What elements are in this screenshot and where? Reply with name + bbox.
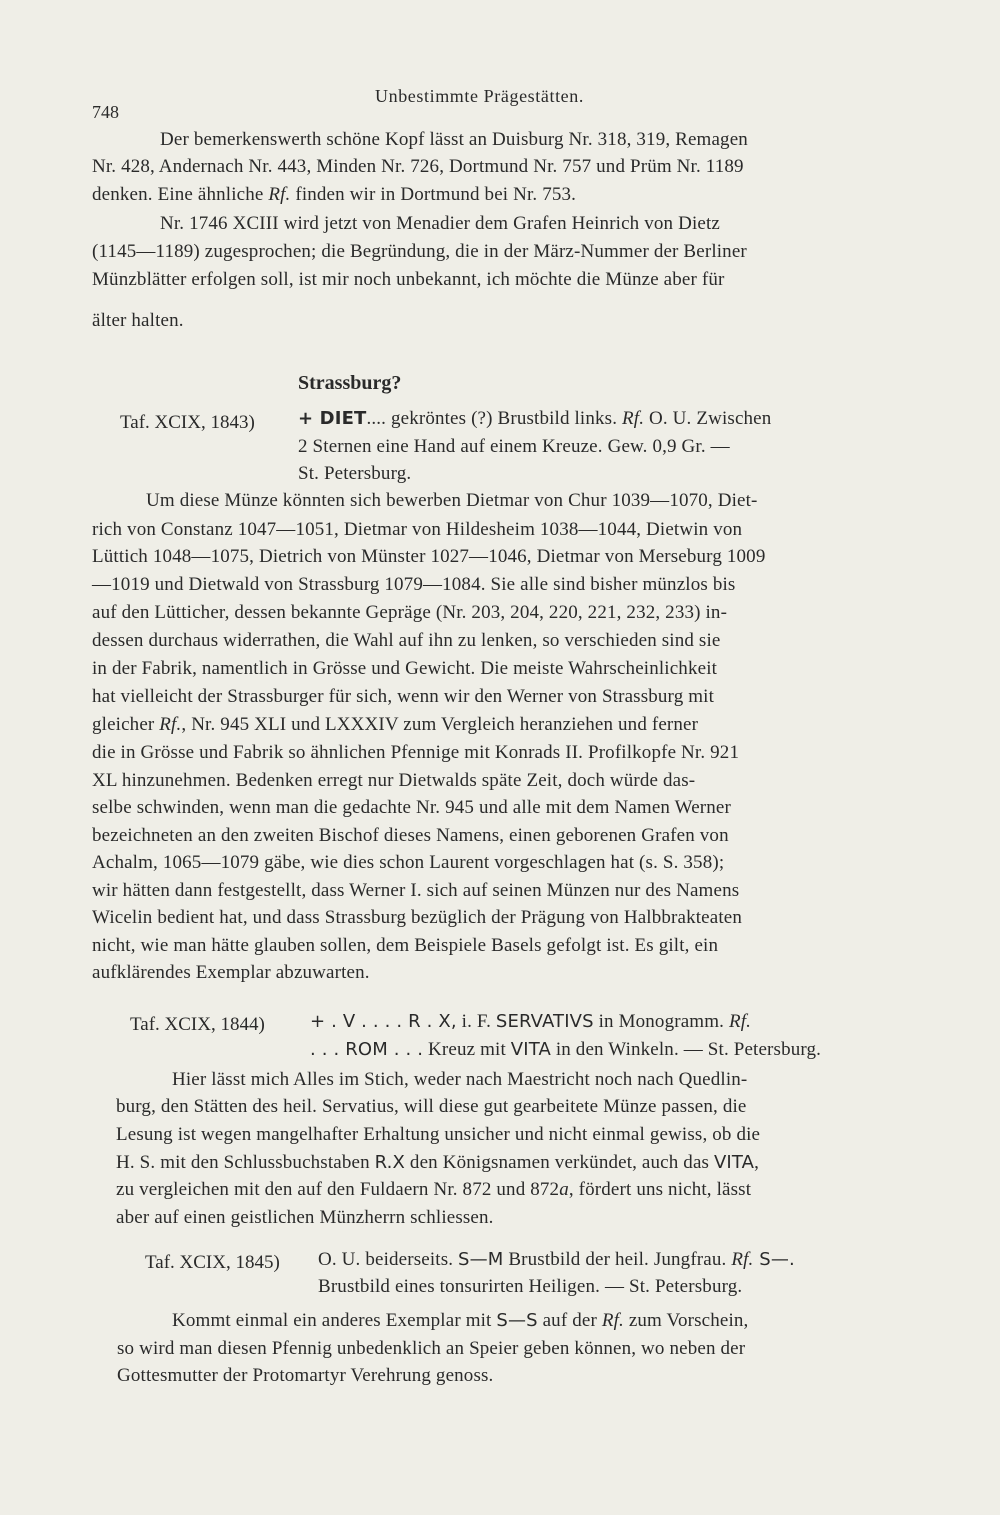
- entry-1843-label: Taf. XCIX, 1843): [120, 412, 255, 433]
- para3-line11: XL hinzunehmen. Bedenken erregt nur Dietwalds späte Zeit, doch würde das-: [92, 770, 696, 791]
- para3-line8: hat vielleicht der Strassburger für sich, wenn wir den Werner von Strassburg mit: [92, 686, 715, 707]
- para5-line3: Gottesmutter der Protomartyr Verehrung genoss.: [117, 1365, 494, 1386]
- para1-line2: Nr. 428, Andernach Nr. 443, Minden Nr. 726, Dortmund Nr. 757 und Prüm Nr. 1189: [92, 156, 744, 177]
- para3-line6: dessen durchaus widerrathen, die Wahl auf ihn zu lenken, so verschieden sind sie: [92, 630, 721, 651]
- para3-line10: die in Grösse und Fabrik so ähnlichen Pfennige mit Konrads II. Profilkopfe Nr. 921: [92, 742, 740, 763]
- para3-line5: auf den Lütticher, dessen bekannte Gepräge (Nr. 203, 204, 220, 221, 232, 233) in-: [92, 602, 728, 623]
- entry-1843-line1: + DIET.... gekröntes (?) Brustbild links. Rf. O. U. Zwischen: [298, 408, 772, 429]
- para3-line17: nicht, wie man hätte glauben sollen, dem Beispiele Basels gefolgt ist. Es gilt, ein: [92, 935, 719, 956]
- entry-1845-label: Taf. XCIX, 1845): [145, 1252, 280, 1273]
- para3-line7: in der Fabrik, namentlich in Grösse und Gewicht. Die meiste Wahrscheinlichkeit: [92, 658, 718, 679]
- para4-line2: burg, den Stätten des heil. Servatius, will diese gut gearbeitete Münze passen, die: [116, 1096, 747, 1117]
- para3-line1: Um diese Münze könnten sich bewerben Dietmar von Chur 1039—1070, Diet-: [146, 490, 758, 511]
- entry-1845-line2: Brustbild eines tonsurirten Heiligen. — St. Petersburg.: [318, 1276, 743, 1297]
- para3-line12: selbe schwinden, wenn man die gedachte Nr. 945 und alle mit dem Namen Werner: [92, 797, 731, 818]
- para3-line14: Achalm, 1065—1079 gäbe, wie dies schon Laurent vorgeschlagen hat (s. S. 358);: [92, 852, 725, 873]
- running-title: Unbestimmte Prägestätten.: [375, 86, 584, 106]
- para2-line4: älter halten.: [92, 310, 184, 331]
- entry-1843-line2: 2 Sternen eine Hand auf einem Kreuze. Gew. 0,9 Gr. —: [298, 436, 730, 457]
- section-heading: Strassburg?: [298, 372, 402, 394]
- para3-line4: —1019 und Dietwald von Strassburg 1079—1084. Sie alle sind bisher münzlos bis: [92, 574, 736, 595]
- para2-line1: Nr. 1746 XCIII wird jetzt von Menadier dem Grafen Heinrich von Dietz: [160, 213, 720, 234]
- para1-line1: Der bemerkenswerth schöne Kopf lässt an Duisburg Nr. 318, 319, Remagen: [160, 129, 748, 150]
- para2-line3: Münzblätter erfolgen soll, ist mir noch unbekannt, ich möchte die Münze aber für: [92, 269, 725, 290]
- para4-line4: H. S. mit den Schlussbuchstaben R.X den Königsnamen verkündet, auch das VITA,: [116, 1152, 760, 1173]
- para4-line5: zu vergleichen mit den auf den Fuldaern Nr. 872 und 872a, fördert uns nicht, lässt: [116, 1179, 752, 1200]
- para3-line13: bezeichneten an den zweiten Bischof dieses Namens, einen geborenen Grafen von: [92, 825, 729, 846]
- entry-1845-line1: O. U. beiderseits. S—M Brustbild der heil. Jungfrau. Rf. S—.: [318, 1249, 795, 1270]
- entry-1843-line3: St. Petersburg.: [298, 463, 412, 484]
- para3-line3: Lüttich 1048—1075, Dietrich von Münster 1027—1046, Dietmar von Merseburg 1009: [92, 546, 766, 567]
- para4-line1: Hier lässt mich Alles im Stich, weder nach Maestricht noch nach Quedlin-: [172, 1069, 748, 1090]
- para5-line2: so wird man diesen Pfennig unbedenklich an Speier geben können, wo neben der: [117, 1338, 746, 1359]
- para3-line9: gleicher Rf., Nr. 945 XLI und LXXXIV zum Vergleich heranziehen und ferner: [92, 714, 699, 735]
- para3-line2: rich von Constanz 1047—1051, Dietmar von Hildesheim 1038—1044, Dietwin von: [92, 519, 743, 540]
- entry-1844-line1: + . V . . . . R . X, i. F. SERVATIVS in Monogramm. Rf.: [310, 1011, 752, 1032]
- para4-line3: Lesung ist wegen mangelhafter Erhaltung unsicher und nicht einmal gewiss, ob die: [116, 1124, 761, 1145]
- para1-line3: denken. Eine ähnliche Rf. finden wir in Dortmund bei Nr. 753.: [92, 184, 577, 205]
- entry-1844-line2: . . . ROM . . . Kreuz mit VITA in den Winkeln. — St. Petersburg.: [310, 1039, 822, 1060]
- para2-line2: (1145—1189) zugesprochen; die Begründung, die in der März-Nummer der Berliner: [92, 241, 747, 262]
- para4-line6: aber auf einen geistlichen Münzherrn schliessen.: [116, 1207, 494, 1228]
- para5-line1: Kommt einmal ein anderes Exemplar mit S—S auf der Rf. zum Vorschein,: [172, 1310, 749, 1331]
- para3-line18: aufklärendes Exemplar abzuwarten.: [92, 962, 370, 983]
- para3-line15: wir hätten dann festgestellt, dass Werner I. sich auf seinen Münzen nur des Namens: [92, 880, 740, 901]
- para3-line16: Wicelin bedient hat, und dass Strassburg bezüglich der Prägung von Halbbrakteaten: [92, 907, 743, 928]
- entry-1844-label: Taf. XCIX, 1844): [130, 1014, 265, 1035]
- page-number: 748: [92, 102, 119, 122]
